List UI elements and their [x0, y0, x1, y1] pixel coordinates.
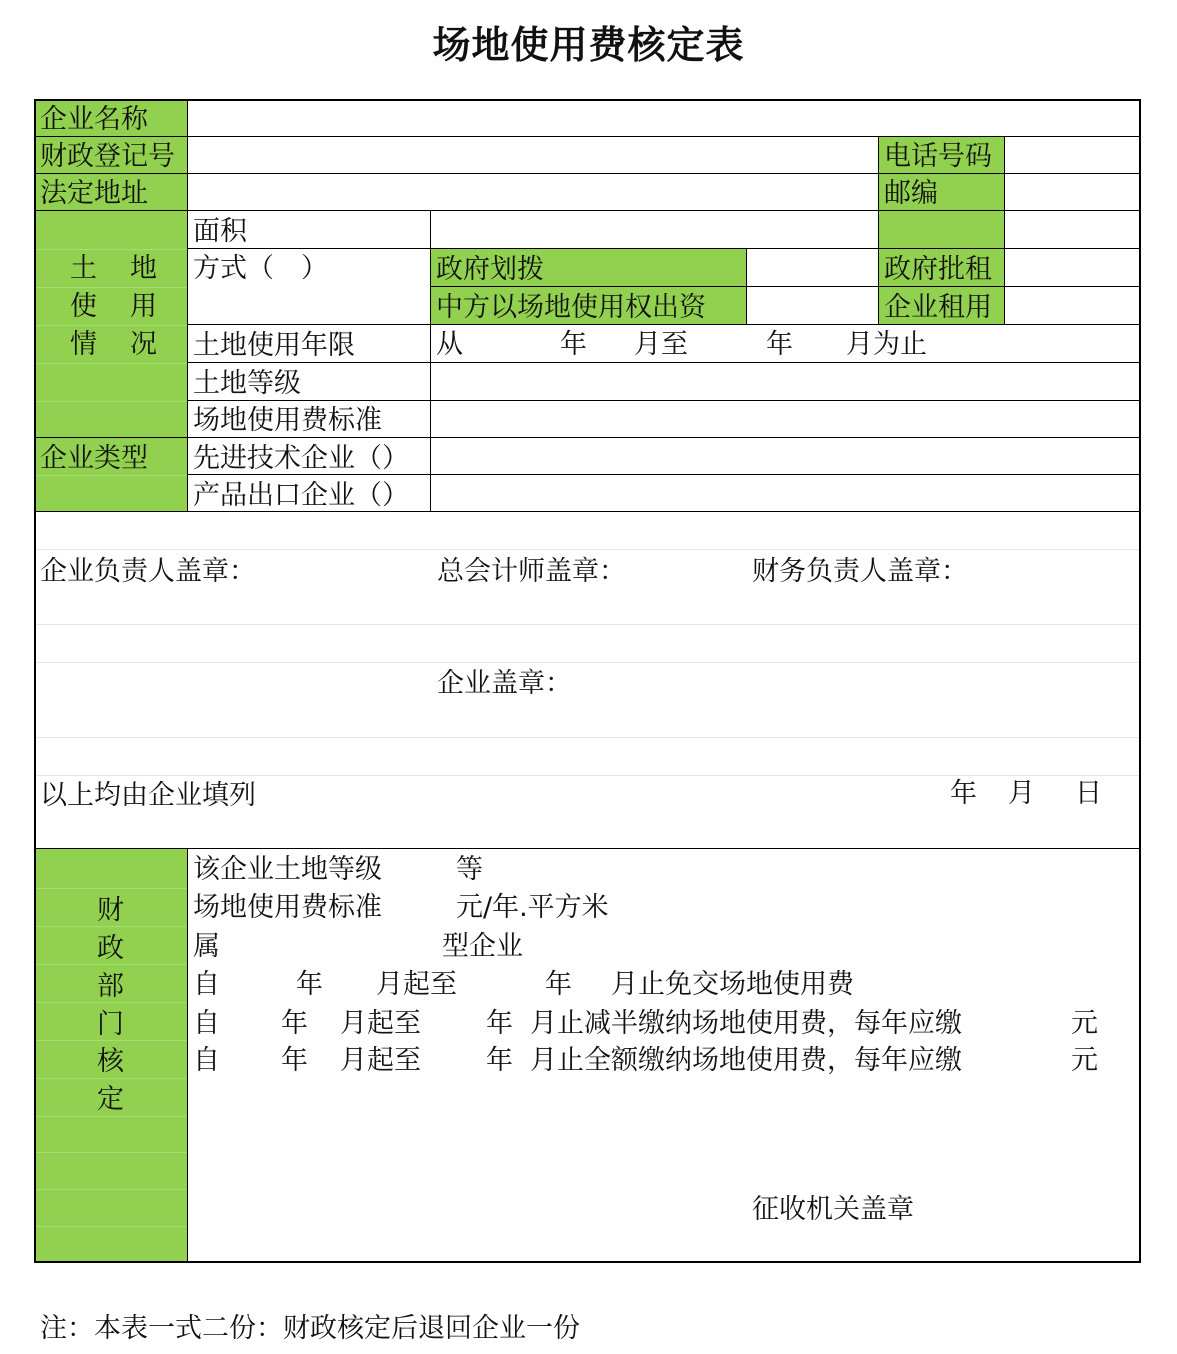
- finance-label-char1: 财: [97, 895, 124, 926]
- review-fee-unit: 元/年.平方米: [456, 892, 609, 923]
- finance-label-char4: 门: [97, 1009, 124, 1040]
- collector-seal: 征收机关盖章: [752, 1194, 914, 1225]
- row-divider: [188, 248, 1140, 249]
- land-use-label-line1: 土 地: [70, 253, 160, 284]
- filled-by-company-note: 以上均由企业填列: [40, 780, 256, 811]
- exempt-month-to: 月起至: [376, 969, 457, 1000]
- row-divider: [35, 437, 1140, 438]
- advanced-tech-label: 先进技术企业（）: [193, 443, 409, 474]
- row-divider: [188, 400, 1140, 401]
- finance-label-char2: 政: [97, 933, 124, 964]
- gov-allocation-label: 政府划拨: [436, 254, 544, 285]
- legal-address-label: 法定地址: [40, 178, 148, 209]
- term-label: 土地使用年限: [193, 330, 355, 361]
- row-divider: [188, 324, 1140, 325]
- half-yuan: 元: [1071, 1008, 1098, 1039]
- term-month-to: 月至: [634, 329, 688, 360]
- company-head-seal: 企业负责人盖章：: [40, 556, 256, 587]
- exempt-year1: 年: [296, 969, 323, 1000]
- fee-standard-label: 场地使用费标准: [193, 405, 382, 436]
- exempt-text: 月止免交场地使用费: [611, 969, 854, 1000]
- row-divider: [35, 511, 1140, 512]
- half-text: 月止减半缴纳场地使用费，每年应缴: [530, 1008, 962, 1039]
- date-year: 年: [950, 778, 977, 809]
- review-type-prefix: 属: [193, 931, 220, 962]
- footnote: 注：本表一式二份：财政核定后退回企业一份: [40, 1313, 580, 1344]
- col-divider: [746, 249, 747, 325]
- term-year1: 年: [560, 329, 587, 360]
- half-year1: 年: [281, 1008, 308, 1039]
- review-land-grade-unit: 等: [456, 854, 483, 885]
- finance-reg-label: 财政登记号: [40, 141, 175, 172]
- review-fee-standard: 场地使用费标准: [193, 892, 382, 923]
- full-yuan: 元: [1071, 1045, 1098, 1076]
- area-label: 面积: [193, 216, 247, 247]
- col-divider: [187, 100, 188, 512]
- col-divider: [878, 137, 879, 325]
- row-divider: [188, 474, 1140, 475]
- col-divider: [1004, 137, 1005, 325]
- finance-label-char5: 核: [97, 1046, 124, 1077]
- page-title: 场地使用费核定表: [432, 23, 745, 67]
- term-year2: 年: [766, 329, 793, 360]
- full-text: 月止全额缴纳场地使用费，每年应缴: [530, 1045, 962, 1076]
- full-year2: 年: [486, 1045, 513, 1076]
- row-divider: [431, 286, 1140, 287]
- row-divider: [188, 362, 1140, 363]
- chief-accountant-seal: 总会计师盖章：: [437, 556, 626, 587]
- half-month-to: 月起至: [340, 1008, 421, 1039]
- full-year1: 年: [281, 1045, 308, 1076]
- export-company-label: 产品出口企业（）: [193, 480, 409, 511]
- exempt-year2: 年: [545, 969, 572, 1000]
- exempt-from: 自: [193, 969, 220, 1000]
- full-month-to: 月起至: [340, 1045, 421, 1076]
- postcode-label: 邮编: [884, 178, 938, 209]
- land-use-label-line3: 情 况: [70, 329, 160, 360]
- col-divider: [187, 849, 188, 1262]
- term-month-end: 月为止: [846, 329, 927, 360]
- row-divider: [35, 848, 1140, 849]
- finance-label-char6: 定: [97, 1084, 124, 1115]
- half-year2: 年: [486, 1008, 513, 1039]
- date-month: 月: [1008, 778, 1035, 809]
- chinese-capital-label: 中方以场地使用权出资: [436, 292, 706, 323]
- full-from: 自: [193, 1045, 220, 1076]
- finance-head-seal: 财务负责人盖章：: [752, 556, 968, 587]
- land-grade-label: 土地等级: [193, 368, 301, 399]
- row-divider: [35, 136, 1140, 137]
- company-seal: 企业盖章：: [437, 668, 572, 699]
- row-divider: [35, 210, 1140, 211]
- method-label: 方式（ ）: [193, 253, 328, 284]
- phone-label: 电话号码: [884, 141, 992, 172]
- company-type-label: 企业类型: [40, 443, 148, 474]
- row-divider: [35, 173, 1140, 174]
- finance-label-char3: 部: [97, 971, 124, 1002]
- review-type-suffix: 型企业: [442, 931, 523, 962]
- company-lease-label: 企业租用: [884, 292, 992, 323]
- review-land-grade: 该企业土地等级: [193, 854, 382, 885]
- col-divider: [430, 211, 431, 512]
- half-from: 自: [193, 1008, 220, 1039]
- date-day: 日: [1075, 778, 1102, 809]
- gov-lease-label: 政府批租: [884, 254, 992, 285]
- land-use-label-line2: 使 用: [70, 291, 160, 322]
- company-name-label: 企业名称: [40, 104, 148, 135]
- term-from: 从: [436, 329, 463, 360]
